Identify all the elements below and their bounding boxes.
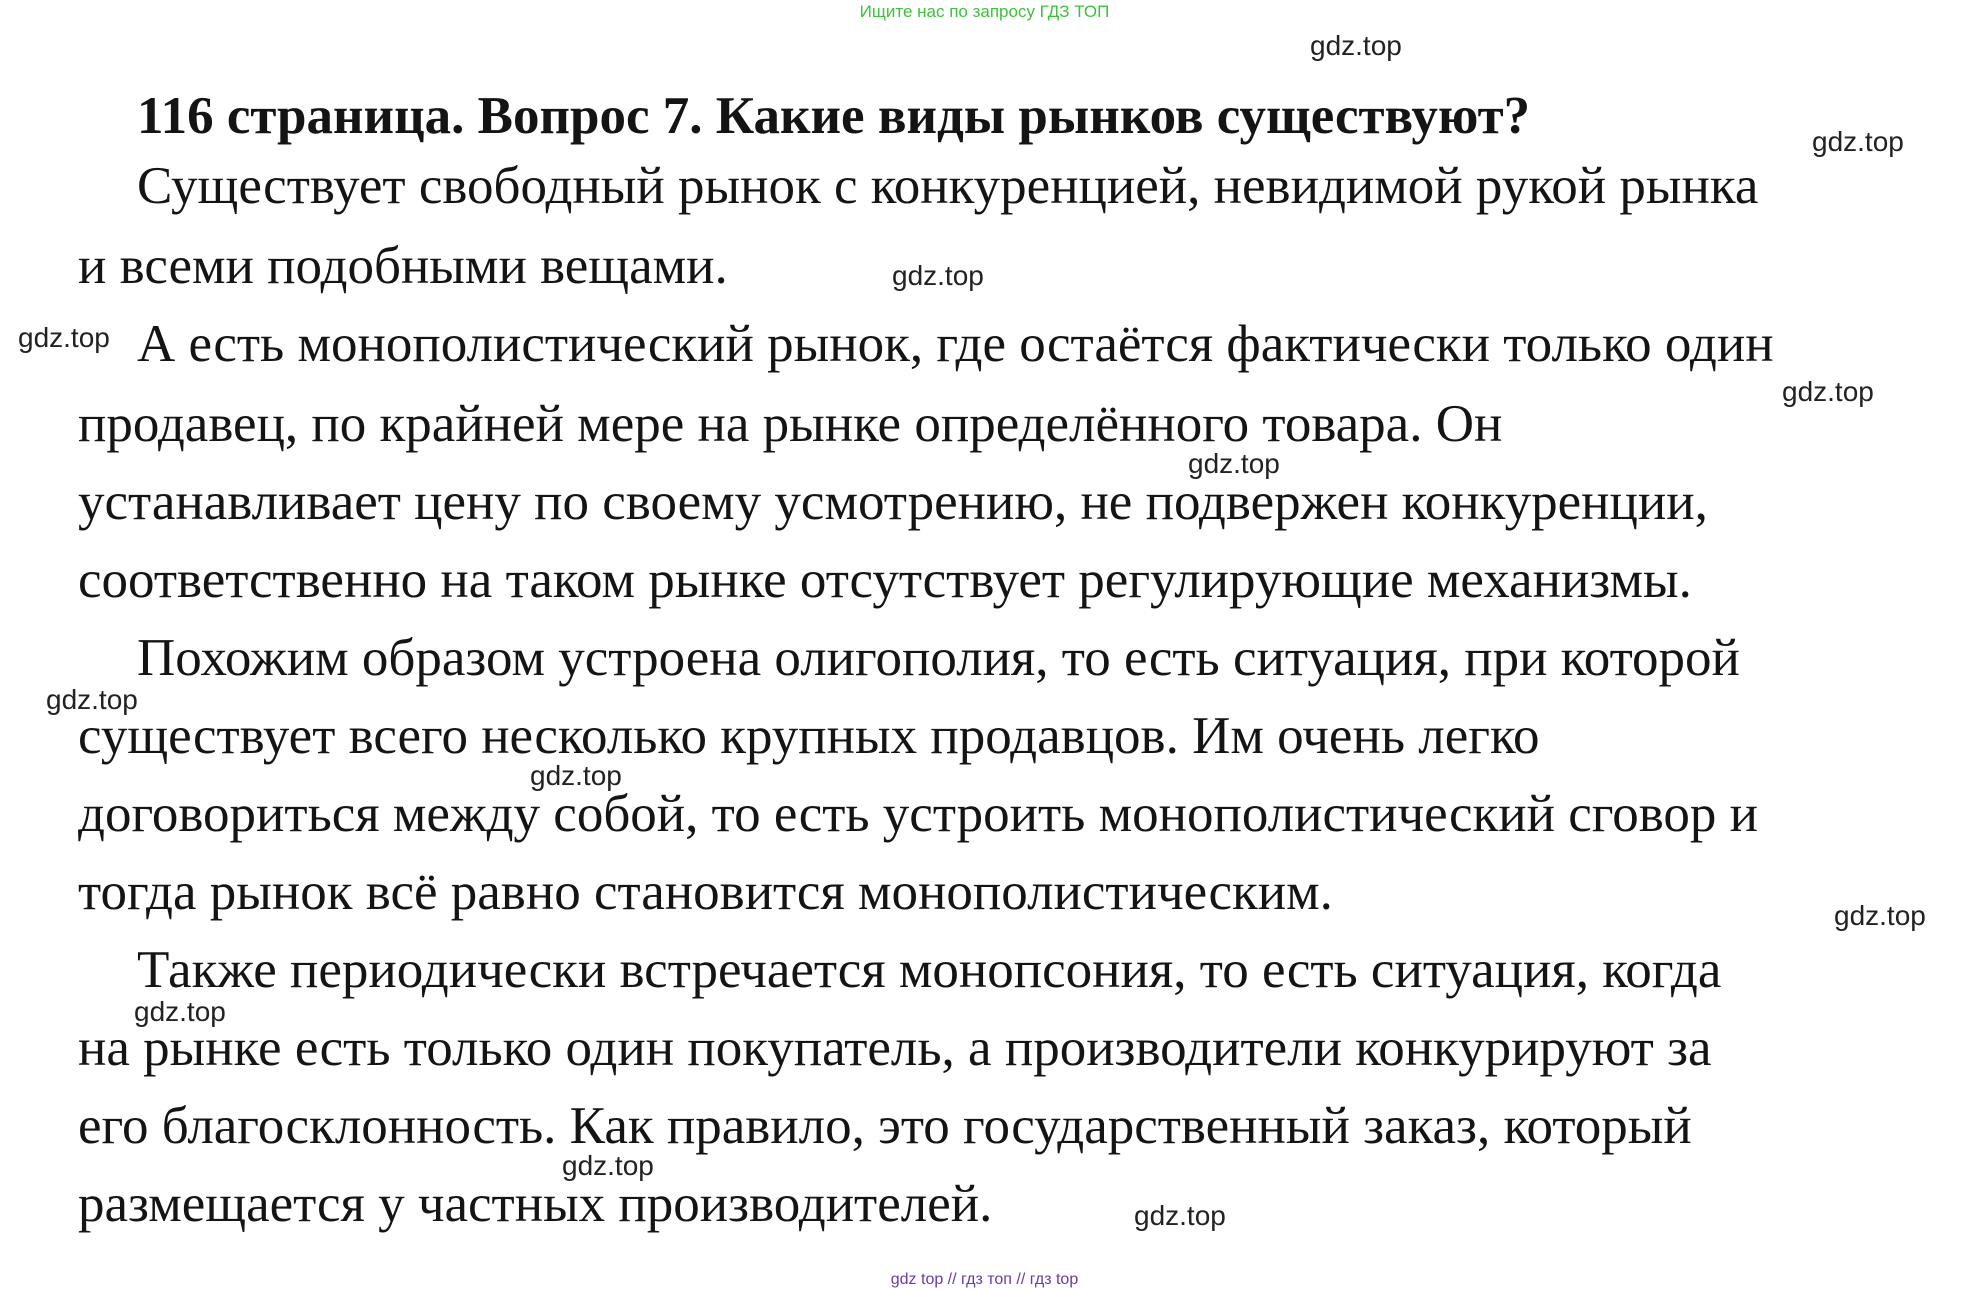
watermark: gdz.top [1310,30,1402,61]
text-line: размещается у частных производителей. [78,1175,993,1233]
top-banner: Ищите нас по запросу ГДЗ ТОП [859,2,1110,21]
text-line: Также периодически встречается монопсония, то есть ситуация, когда [137,941,1722,999]
text-line: Существует свободный рынок с конкуренцией, невидимой рукой рынка [137,157,1759,215]
footer-separator: // [1011,1271,1030,1288]
footer-separator: // [943,1271,962,1288]
text-line: его благосклонность. Как правило, это государственный заказ, который [78,1097,1692,1155]
text-line: на рынке есть только один покупатель, а производители конкурируют за [78,1019,1712,1077]
text-line: Похожим образом устроена олигополия, то есть ситуация, при которой [137,629,1740,687]
watermark: gdz.top [18,322,110,353]
footer-link[interactable]: gdz top [890,1271,944,1288]
footer-link[interactable]: гдз топ [961,1271,1012,1288]
text-line: продавец, по крайней мере на рынке определённого товара. Он [78,395,1503,453]
text-line: существует всего несколько крупных продавцов. Им очень легко [78,707,1540,765]
watermark: gdz.top [1782,376,1874,407]
watermark: gdz.top [1812,126,1904,157]
text-line: договориться между собой, то есть устроить монополистический сговор и [78,785,1758,843]
text-line: тогда рынок всё равно становится монополистическим. [78,863,1333,921]
watermark: gdz.top [530,760,622,791]
text-line: устанавливает цену по своему усмотрению, не подвержен конкуренции, [78,473,1708,531]
watermark: gdz.top [134,996,226,1027]
page-heading: 116 страница. Вопрос 7. Какие виды рынков существуют? [137,87,1531,145]
footer-link[interactable]: гдз top [1029,1271,1079,1288]
text-line: соответственно на таком рынке отсутствует регулирующие механизмы. [78,551,1692,609]
watermark: gdz.top [1188,448,1280,479]
watermark: gdz.top [46,684,138,715]
footer-links [0,1271,1969,1289]
watermark: gdz.top [1134,1200,1226,1231]
text-line: А есть монополистический рынок, где остаётся фактически только один [137,315,1774,373]
watermark: gdz.top [1834,900,1926,931]
text-line: и всеми подобными вещами. [78,237,728,295]
watermark: gdz.top [892,260,984,291]
watermark: gdz.top [562,1150,654,1181]
